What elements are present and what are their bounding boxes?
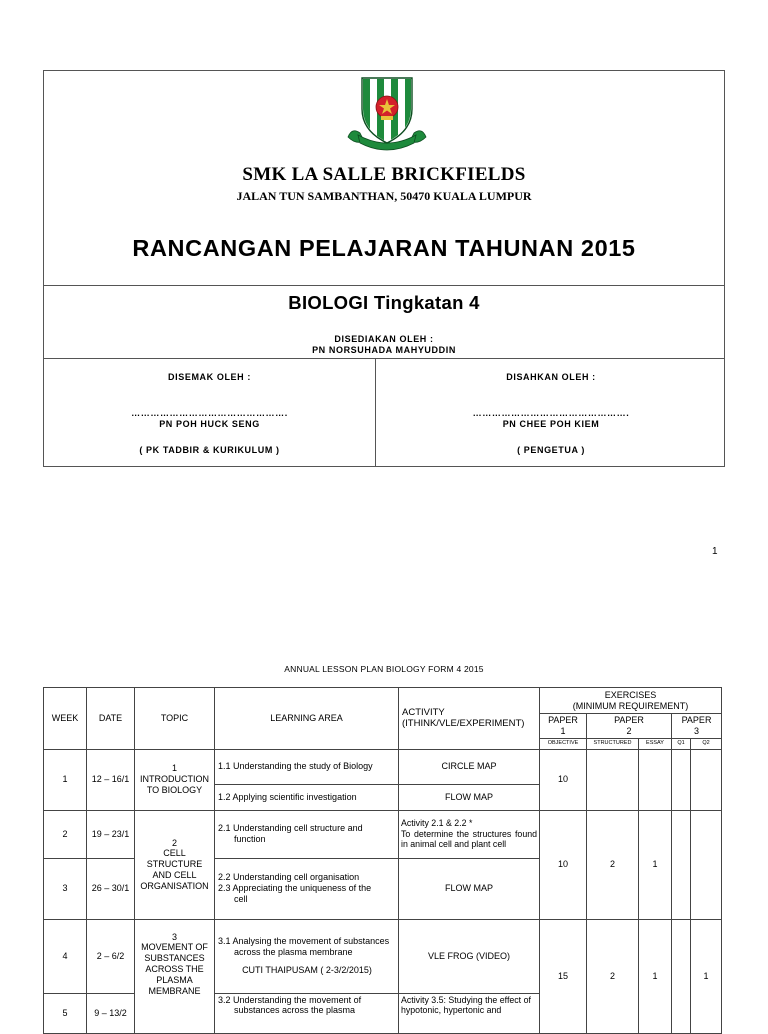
learning-area-cell bbox=[215, 993, 399, 1033]
activity-line: To determine the structures found in animal cell and plant cell bbox=[401, 828, 537, 850]
week-cell: 5 bbox=[44, 993, 87, 1033]
page-number: 1 bbox=[712, 546, 718, 557]
learning-area-cell bbox=[215, 919, 399, 993]
week-cell: 4 bbox=[44, 919, 87, 993]
q1-cell bbox=[672, 810, 691, 919]
structured-cell bbox=[587, 749, 639, 810]
prepared-label: DISEDIAKAN OLEH : bbox=[334, 334, 434, 344]
header-q2: Q2 bbox=[691, 738, 722, 749]
approved-name: PN CHEE POH KIEM bbox=[502, 419, 600, 429]
essay-cell: 1 bbox=[639, 919, 672, 1033]
header-structured: STRUCTURED bbox=[587, 738, 639, 749]
lesson-plan-table bbox=[43, 687, 722, 1034]
header-paper-3 bbox=[672, 714, 722, 739]
header-paper-2-line2: 2 bbox=[626, 725, 632, 736]
learning-area-cell: 1.1 Understanding the study of Biology bbox=[215, 749, 399, 784]
cover-box bbox=[43, 70, 725, 467]
header-paper-2 bbox=[587, 714, 672, 739]
topic-line: MOVEMENT OF bbox=[141, 942, 208, 953]
learning-area-cell bbox=[215, 810, 399, 858]
topic-line: ORGANISATION bbox=[140, 880, 209, 891]
table-row bbox=[44, 749, 722, 784]
divider bbox=[44, 358, 724, 359]
activity-line: Activity 2.1 & 2.2 * bbox=[401, 818, 473, 829]
topic-line: TO BIOLOGY bbox=[146, 784, 203, 795]
plan-title: RANCANGAN PELAJARAN TAHUNAN 2015 bbox=[132, 235, 636, 261]
date-cell: 12 – 16/1 bbox=[87, 749, 135, 810]
date-cell: 2 – 6/2 bbox=[87, 919, 135, 993]
checked-name: PN POH HUCK SENG bbox=[159, 419, 260, 429]
objective-cell: 10 bbox=[540, 749, 587, 810]
approved-role: ( PENGETUA ) bbox=[517, 445, 585, 455]
date-cell: 26 – 30/1 bbox=[87, 858, 135, 919]
date-cell: 9 – 13/2 bbox=[87, 993, 135, 1033]
essay-cell: 1 bbox=[639, 810, 672, 919]
header-paper-3-line1: PAPER bbox=[681, 715, 712, 725]
header-paper-3-line2: 3 bbox=[694, 725, 700, 736]
topic-line: ACROSS THE bbox=[145, 963, 204, 974]
header-exercises-line1: EXERCISES bbox=[604, 689, 657, 700]
essay-cell bbox=[639, 749, 672, 810]
learning-area-line: 2.3 Appreciating the uniqueness of the bbox=[218, 883, 372, 894]
school-address: JALAN TUN SAMBANTHAN, 50470 KUALA LUMPUR bbox=[236, 189, 532, 203]
date-cell: 19 – 23/1 bbox=[87, 810, 135, 858]
prepared-name: PN NORSUHADA MAHYUDDIN bbox=[312, 345, 456, 355]
learning-area-cell: 1.2 Applying scientific investigation bbox=[215, 784, 399, 810]
divider bbox=[44, 285, 724, 286]
q2-cell: 1 bbox=[691, 919, 722, 1033]
header-essay: ESSAY bbox=[639, 738, 672, 749]
week-cell: 3 bbox=[44, 858, 87, 919]
topic-line: STRUCTURE bbox=[146, 859, 203, 870]
topic-cell bbox=[135, 749, 215, 810]
header-paper-1-line2: 1 bbox=[560, 725, 566, 736]
checked-role: ( PK TADBIR & KURIKULUM ) bbox=[139, 445, 280, 455]
week-cell: 2 bbox=[44, 810, 87, 858]
activity-cell: VLE FROG (VIDEO) bbox=[399, 919, 540, 993]
topic-number: 2 bbox=[171, 837, 177, 848]
header-learning-area: LEARNING AREA bbox=[215, 688, 399, 750]
topic-line: SUBSTANCES bbox=[144, 953, 205, 964]
header-week: WEEK bbox=[44, 688, 87, 750]
activity-cell: FLOW MAP bbox=[399, 858, 540, 919]
topic-line: INTRODUCTION bbox=[140, 774, 209, 785]
activity-cell: CIRCLE MAP bbox=[399, 749, 540, 784]
checked-dots: …………………………………………. bbox=[131, 408, 288, 418]
header-topic: TOPIC bbox=[135, 688, 215, 750]
school-crest-icon bbox=[346, 75, 428, 155]
learning-area-line: substances across the plasma bbox=[234, 1005, 356, 1016]
topic-number: 1 bbox=[171, 763, 177, 774]
header-paper-1-line1: PAPER bbox=[548, 715, 578, 725]
learning-area-line: 3.2 Understanding the movement of bbox=[218, 994, 362, 1005]
learning-area-line: 2.1 Understanding cell structure and bbox=[218, 823, 363, 834]
topic-cell bbox=[135, 919, 215, 1033]
topic-line: CELL bbox=[163, 848, 186, 859]
topic-number: 3 bbox=[171, 931, 177, 942]
holiday-note: CUTI THAIPUSAM ( 2-3/2/2015) bbox=[242, 965, 372, 976]
header-paper-1 bbox=[540, 714, 587, 739]
header-activity-line1: ACTIVITY bbox=[402, 706, 445, 718]
objective-cell: 15 bbox=[540, 919, 587, 1033]
learning-area-cell bbox=[215, 858, 399, 919]
learning-area-line: function bbox=[234, 834, 266, 845]
topic-line: AND CELL bbox=[152, 869, 197, 880]
learning-area-line: cell bbox=[234, 893, 248, 904]
school-name: SMK LA SALLE BRICKFIELDS bbox=[242, 164, 526, 185]
header-date: DATE bbox=[87, 688, 135, 750]
subject-title: BIOLOGI Tingkatan 4 bbox=[288, 292, 480, 313]
activity-cell bbox=[399, 810, 540, 858]
header-q1: Q1 bbox=[672, 738, 691, 749]
table-row bbox=[44, 810, 722, 858]
learning-area-line: 3.1 Analysing the movement of substances bbox=[218, 935, 390, 946]
checked-label: DISEMAK OLEH : bbox=[168, 372, 251, 382]
structured-cell: 2 bbox=[587, 919, 639, 1033]
header-activity-line2: (ITHINK/VLE/EXPERIMENT) bbox=[402, 718, 525, 730]
learning-area-line: across the plasma membrane bbox=[234, 946, 353, 957]
q2-cell bbox=[691, 810, 722, 919]
activity-cell: FLOW MAP bbox=[399, 784, 540, 810]
approved-dots: …………………………………………. bbox=[472, 408, 630, 418]
objective-cell: 10 bbox=[540, 810, 587, 919]
approved-label: DISAHKAN OLEH : bbox=[506, 372, 596, 382]
table-row bbox=[44, 919, 722, 993]
topic-line: MEMBRANE bbox=[148, 985, 201, 996]
plan-heading: ANNUAL LESSON PLAN BIOLOGY FORM 4 2015 bbox=[284, 664, 484, 674]
header-exercises bbox=[540, 688, 722, 714]
header-exercises-line2: (MINIMUM REQUIREMENT) bbox=[572, 700, 689, 711]
week-cell: 1 bbox=[44, 749, 87, 810]
topic-cell bbox=[135, 810, 215, 919]
header-objective: OBJECTIVE bbox=[540, 738, 587, 749]
learning-area-line: 2.2 Understanding cell organisation bbox=[218, 872, 360, 883]
structured-cell: 2 bbox=[587, 810, 639, 919]
header-paper-2-line1: PAPER bbox=[614, 715, 644, 725]
activity-cell: Activity 3.5: Studying the effect of hypotonic, hypertonic and bbox=[399, 993, 540, 1033]
q2-cell bbox=[691, 749, 722, 810]
q1-cell bbox=[672, 749, 691, 810]
header-activity bbox=[399, 688, 540, 750]
q1-cell bbox=[672, 919, 691, 1033]
topic-line: PLASMA bbox=[156, 974, 193, 985]
